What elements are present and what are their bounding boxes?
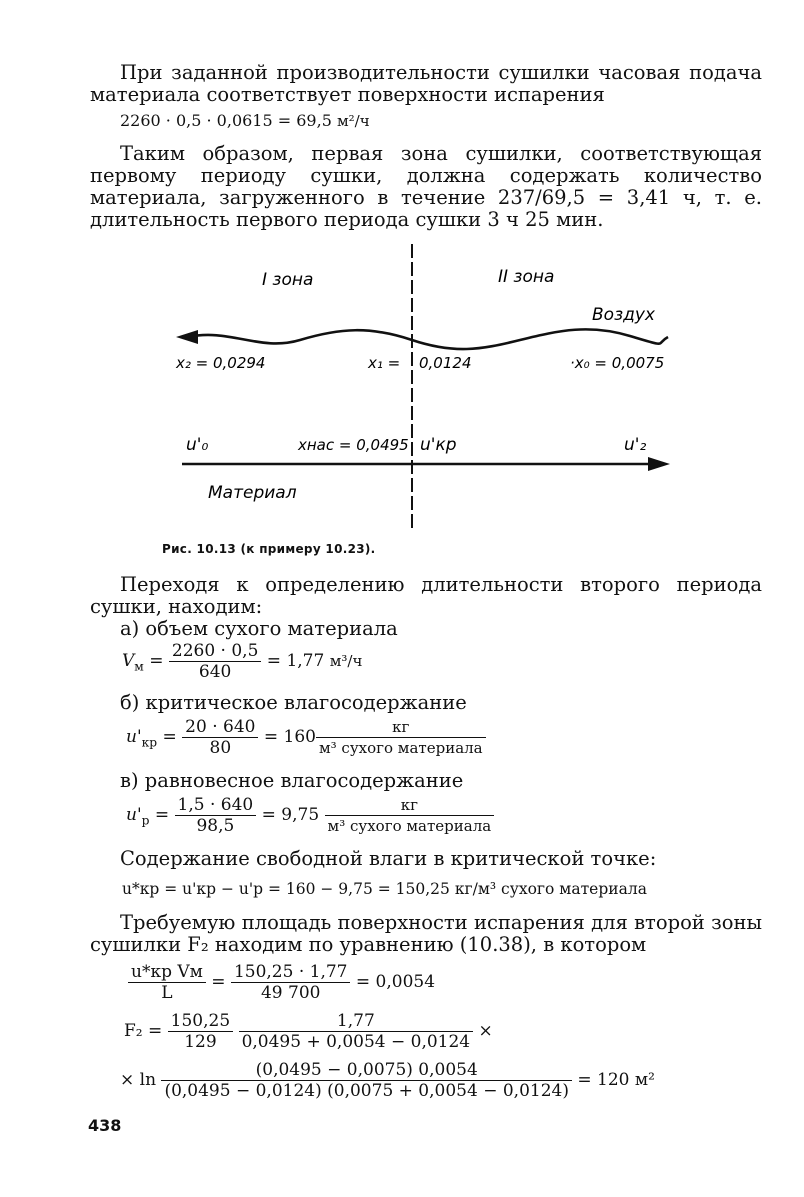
formula-ratio: $\frac{\text{u*кр Vм}}{L}$ = $\frac{150,25 \cdot 1,77}{49 700}$ = 0,0054 bbox=[128, 962, 435, 1003]
label-u0: u'₀ bbox=[186, 435, 209, 455]
item-b: б) критическое влагосодержание bbox=[120, 691, 467, 714]
dryer-zones-diagram bbox=[0, 240, 804, 540]
figure-caption: Рис. 10.13 (к примеру 10.23). bbox=[162, 542, 376, 556]
formula-equilibrium-moisture: $u'_р$ = $\frac{1,5 \cdot 640}{98,5}$ = 9,75 $\frac{кг}{\text{м³ сухого материала}}$ bbox=[126, 795, 494, 836]
paragraph-5: Требуемую площадь поверхности испарения для второй зоны сушилки F₂ находим по уравнению (10.38), в котором bbox=[90, 911, 762, 956]
label-x2: x₂ = 0,0294 bbox=[176, 354, 266, 372]
label-u-critical: u'кр bbox=[420, 435, 457, 455]
paragraph-4: Содержание свободной влаги в критической точке: bbox=[120, 847, 657, 870]
air-arrow-head bbox=[176, 330, 198, 344]
formula-area-part2: × ln $\frac{(0,0495 - 0,0075) 0,0054}{(0,0495 - 0,0124) (0,0075 + 0,0054 - 0,0124)}$ = 120 м² bbox=[120, 1060, 655, 1101]
formula-area-part1: F₂ = $\frac{150,25}{129}$ $\frac{1,77}{0,0495 + 0,0054 - 0,0124}$ × bbox=[124, 1011, 493, 1052]
label-material: Материал bbox=[208, 483, 297, 503]
formula-evaporation-surface: 2260 · 0,5 · 0,0615 = 69,5 м²/ч bbox=[120, 111, 370, 130]
paragraph-3: Переходя к определению длительности второго периода сушки, находим: bbox=[90, 573, 762, 618]
label-u2: u'₂ bbox=[624, 435, 647, 455]
material-arrow-head bbox=[648, 457, 670, 471]
air-flow-line bbox=[188, 329, 668, 349]
item-c: в) равновесное влагосодержание bbox=[120, 769, 464, 792]
page-number: 438 bbox=[88, 1116, 122, 1135]
label-x-saturation: xнас = 0,0495 bbox=[298, 436, 409, 454]
label-zone-1: I зона bbox=[262, 270, 314, 290]
formula-volume: $V_м$ = $\frac{2260 \cdot 0,5}{640}$ = 1,77 м³/ч bbox=[122, 641, 363, 682]
label-x0: ·x₀ = 0,0075 bbox=[570, 354, 665, 372]
formula-free-moisture: u*кр = u'кр − u'р = 160 − 9,75 = 150,25 кг/м³ сухого материала bbox=[122, 880, 647, 898]
paragraph-2: Таким образом, первая зона сушилки, соответствующая первому периоду сушки, должна содержать количество материала, загруженного в течение 237/69,5 = 3,41 ч, т. е. длительность первого периода сушки 3 ч 25 мин. bbox=[90, 142, 762, 231]
label-x1: x₁ = bbox=[368, 354, 401, 372]
label-air: Воздух bbox=[592, 305, 655, 325]
item-a: а) объем сухого материала bbox=[120, 617, 398, 640]
paragraph-1: При заданной производительности сушилки часовая подача материала соответствует поверхности испарения bbox=[90, 61, 762, 106]
label-zone-2: II зона bbox=[498, 267, 555, 287]
label-x1-value: 0,0124 bbox=[419, 354, 472, 372]
formula-critical-moisture: $u'_{кр}$ = $\frac{20 \cdot 640}{80}$ = 160 $\frac{кг}{\text{м³ сухого материала}}$ bbox=[126, 717, 486, 758]
